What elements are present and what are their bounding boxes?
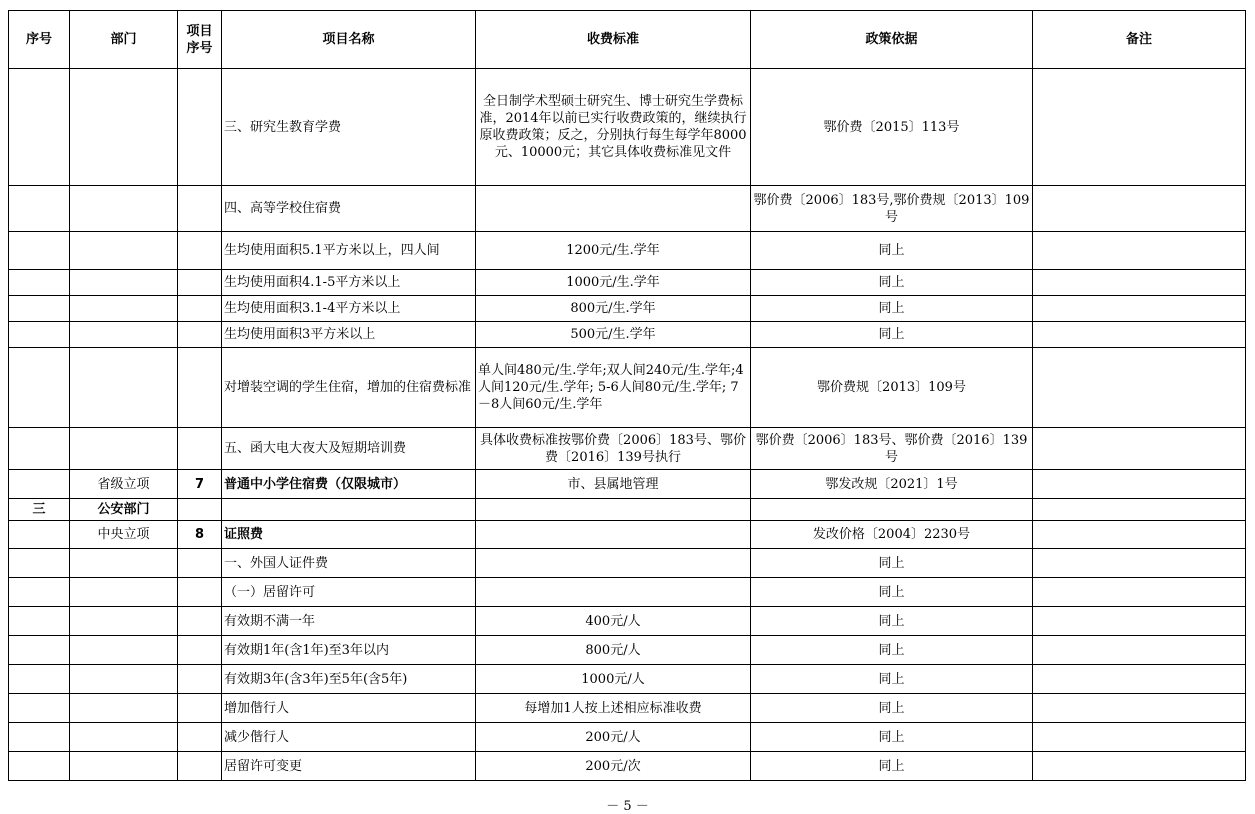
header-item-no: 项目 序号 xyxy=(178,11,222,69)
table-row xyxy=(9,296,1246,322)
standard-cell: 1200元/生.学年 xyxy=(476,232,751,270)
header-standard: 收费标准 xyxy=(476,11,751,69)
policy-cell: 同上 xyxy=(751,723,1033,752)
standard-cell: 1000元/人 xyxy=(476,665,751,694)
table-row xyxy=(9,694,1246,723)
policy-cell: 同上 xyxy=(751,752,1033,781)
item-name-cell: 三、研究生教育学费 xyxy=(222,69,476,186)
table-row xyxy=(9,665,1246,694)
policy-cell: 同上 xyxy=(751,549,1033,578)
table-row xyxy=(9,186,1246,232)
table-row xyxy=(9,270,1246,296)
table-row xyxy=(9,607,1246,636)
table-row xyxy=(9,723,1246,752)
policy-cell: 鄂价费〔2015〕113号 xyxy=(751,69,1033,186)
policy-cell: 鄂价费〔2006〕183号、鄂价费〔2016〕139号 xyxy=(751,428,1033,470)
header-dept: 部门 xyxy=(70,11,178,69)
standard-cell: 具体收费标准按鄂价费〔2006〕183号、鄂价费〔2016〕139号执行 xyxy=(476,428,751,470)
policy-cell: 同上 xyxy=(751,636,1033,665)
remark-cell xyxy=(1033,69,1246,186)
item-no-cell: 7 xyxy=(178,470,222,499)
policy-cell: 鄂价费规〔2013〕109号 xyxy=(751,348,1033,428)
policy-cell: 同上 xyxy=(751,296,1033,322)
standard-cell: 市、县属地管理 xyxy=(476,470,751,499)
item-name-cell: 普通中小学住宿费（仅限城市） xyxy=(222,470,476,499)
standard-cell: 500元/生.学年 xyxy=(476,322,751,348)
item-name-cell: 一、外国人证件费 xyxy=(222,549,476,578)
table-row xyxy=(9,752,1246,781)
item-name-cell: （一）居留许可 xyxy=(222,578,476,607)
item-name-cell: 四、高等学校住宿费 xyxy=(222,186,476,232)
policy-cell: 同上 xyxy=(751,322,1033,348)
table-row xyxy=(9,232,1246,270)
standard-cell xyxy=(476,578,751,607)
policy-cell: 鄂发改规〔2021〕1号 xyxy=(751,470,1033,499)
item-name-cell: 生均使用面积4.1-5平方米以上 xyxy=(222,270,476,296)
standard-cell: 200元/次 xyxy=(476,752,751,781)
policy-cell: 同上 xyxy=(751,665,1033,694)
item-name-cell: 生均使用面积3.1-4平方米以上 xyxy=(222,296,476,322)
standard-cell xyxy=(476,521,751,549)
standard-cell: 800元/生.学年 xyxy=(476,296,751,322)
standard-cell: 1000元/生.学年 xyxy=(476,270,751,296)
item-name-cell: 增加偕行人 xyxy=(222,694,476,723)
policy-cell: 同上 xyxy=(751,232,1033,270)
standard-cell xyxy=(476,549,751,578)
standard-cell: 每增加1人按上述相应标准收费 xyxy=(476,694,751,723)
table-row xyxy=(9,521,1246,549)
table-row xyxy=(9,348,1246,428)
seq-cell: 三 xyxy=(9,499,70,521)
policy-cell: 鄂价费〔2006〕183号,鄂价费规〔2013〕109号 xyxy=(751,186,1033,232)
dept-cell xyxy=(70,69,178,186)
table-row xyxy=(9,549,1246,578)
item-name-cell: 有效期1年(含1年)至3年以内 xyxy=(222,636,476,665)
policy-cell: 发改价格〔2004〕2230号 xyxy=(751,521,1033,549)
dept-cell: 省级立项 xyxy=(70,470,178,499)
page-number: － 5 － xyxy=(606,799,649,814)
standard-cell: 400元/人 xyxy=(476,607,751,636)
policy-cell: 同上 xyxy=(751,578,1033,607)
table-row xyxy=(9,578,1246,607)
item-name-cell: 居留许可变更 xyxy=(222,752,476,781)
table-row xyxy=(9,470,1246,499)
header-remark: 备注 xyxy=(1033,11,1246,69)
standard-cell: 全日制学术型硕士研究生、博士研究生学费标准，2014年以前已实行收费政策的，继续执行原收费政策；反之，分别执行每生每学年8000元、10000元；其它具体收费标准见文件 xyxy=(476,69,751,186)
item-name-cell: 生均使用面积5.1平方米以上，四人间 xyxy=(222,232,476,270)
header-policy: 政策依据 xyxy=(751,11,1033,69)
standard-cell: 800元/人 xyxy=(476,636,751,665)
header-item-name: 项目名称 xyxy=(222,11,476,69)
table-row xyxy=(9,636,1246,665)
item-name-cell: 生均使用面积3平方米以上 xyxy=(222,322,476,348)
standard-cell xyxy=(476,186,751,232)
policy-cell: 同上 xyxy=(751,694,1033,723)
item-name-cell: 五、函大电大夜大及短期培训费 xyxy=(222,428,476,470)
table-row xyxy=(9,428,1246,470)
standard-cell: 200元/人 xyxy=(476,723,751,752)
seq-cell xyxy=(9,69,70,186)
standard-cell: 单人间480元/生.学年;双人间240元/生.学年;4人间120元/生.学年; 5-6人间80元/生.学年; 7－8人间60元/生.学年 xyxy=(476,348,751,428)
policy-cell: 同上 xyxy=(751,607,1033,636)
dept-cell: 中央立项 xyxy=(70,521,178,549)
fee-table xyxy=(8,10,1246,781)
header-seq: 序号 xyxy=(9,11,70,69)
section-row xyxy=(9,499,1246,521)
policy-cell: 同上 xyxy=(751,270,1033,296)
item-name-cell: 减少偕行人 xyxy=(222,723,476,752)
table-row xyxy=(9,322,1246,348)
dept-cell: 公安部门 xyxy=(70,499,178,521)
table-row xyxy=(9,69,1246,186)
item-name-cell: 证照费 xyxy=(222,521,476,549)
item-name-cell: 有效期不满一年 xyxy=(222,607,476,636)
item-no-cell xyxy=(178,69,222,186)
item-name-cell: 对增装空调的学生住宿，增加的住宿费标准 xyxy=(222,348,476,428)
item-no-cell: 8 xyxy=(178,521,222,549)
item-name-cell: 有效期3年(含3年)至5年(含5年) xyxy=(222,665,476,694)
header-row xyxy=(9,11,1246,69)
